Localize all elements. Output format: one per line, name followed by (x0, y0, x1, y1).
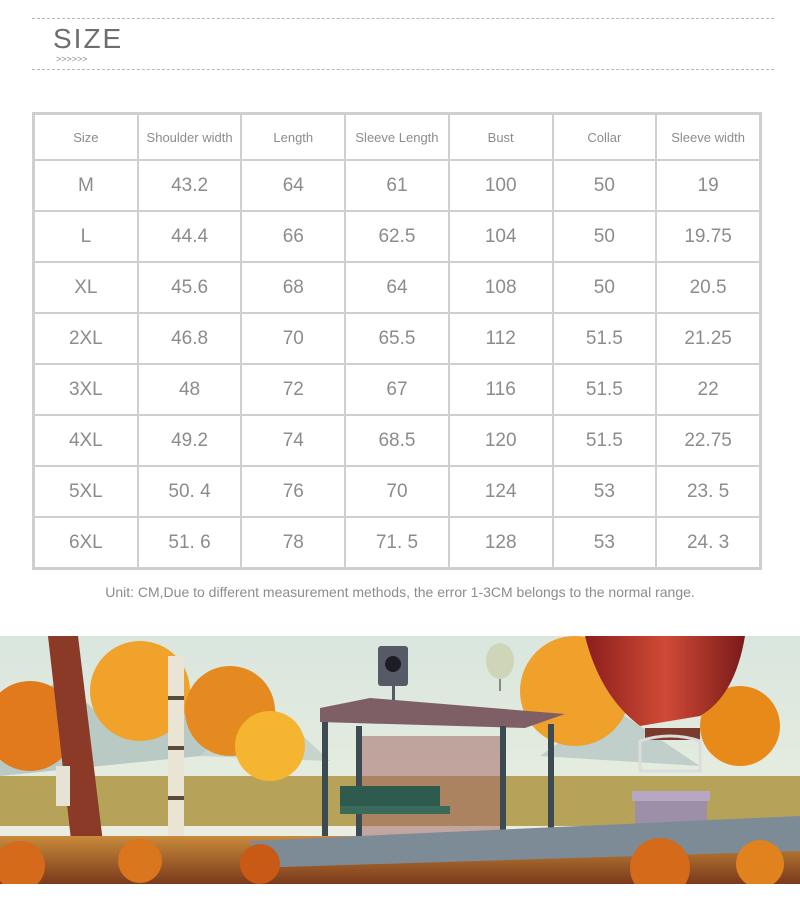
arrow-decoration: >>>>>> (56, 54, 88, 64)
column-header: Collar (553, 114, 657, 160)
table-cell: 51.5 (553, 313, 657, 364)
top-dashed-divider (32, 18, 774, 19)
table-cell: 104 (449, 211, 553, 262)
table-cell: 5XL (34, 466, 138, 517)
table-row (34, 415, 760, 466)
table-cell: 50 (553, 262, 657, 313)
table-cell: 64 (241, 160, 345, 211)
table-row (34, 211, 760, 262)
column-header: Shoulder width (138, 114, 242, 160)
table-cell: 112 (449, 313, 553, 364)
column-header: Bust (449, 114, 553, 160)
table-cell: 2XL (34, 313, 138, 364)
table-cell: 22.75 (656, 415, 760, 466)
table-cell: L (34, 211, 138, 262)
table-cell: XL (34, 262, 138, 313)
autumn-bus-stop-illustration (0, 636, 800, 884)
table-cell: 48 (138, 364, 242, 415)
section-title: SIZE (53, 23, 124, 54)
table-cell: 4XL (34, 415, 138, 466)
bottom-dashed-divider (32, 69, 774, 70)
table-cell: 3XL (34, 364, 138, 415)
table-cell: 49.2 (138, 415, 242, 466)
illustration-svg (0, 636, 800, 884)
table-cell: 46.8 (138, 313, 242, 364)
table-row (34, 313, 760, 364)
table-cell: 74 (241, 415, 345, 466)
table-cell: 108 (449, 262, 553, 313)
table-cell: 64 (345, 262, 449, 313)
table-cell: 43.2 (138, 160, 242, 211)
table-cell: 44.4 (138, 211, 242, 262)
table-cell: 53 (553, 517, 657, 568)
table-cell: 66 (241, 211, 345, 262)
column-header: Sleeve Length (345, 114, 449, 160)
table-cell: 70 (241, 313, 345, 364)
table-cell: M (34, 160, 138, 211)
column-header: Length (241, 114, 345, 160)
table-cell: 50 (553, 211, 657, 262)
table-cell: 120 (449, 415, 553, 466)
table-cell: 51.5 (553, 415, 657, 466)
table-cell: 72 (241, 364, 345, 415)
table-cell: 68 (241, 262, 345, 313)
table-cell: 71. 5 (345, 517, 449, 568)
table-row (34, 517, 760, 568)
unit-footnote: Unit: CM,Due to different measurement methods, the error 1-3CM belongs to the normal range. (105, 584, 695, 600)
table-cell: 51.5 (553, 364, 657, 415)
table-cell: 67 (345, 364, 449, 415)
table-row (34, 364, 760, 415)
table-cell: 78 (241, 517, 345, 568)
table-cell: 62.5 (345, 211, 449, 262)
table-cell: 20.5 (656, 262, 760, 313)
column-header: Size (34, 114, 138, 160)
table-cell: 68.5 (345, 415, 449, 466)
table-cell: 51. 6 (138, 517, 242, 568)
table-row (34, 160, 760, 211)
table-cell: 50 (553, 160, 657, 211)
table-cell: 53 (553, 466, 657, 517)
table-cell: 76 (241, 466, 345, 517)
table-row (34, 262, 760, 313)
bottom-whitespace (0, 884, 800, 905)
size-header (0, 0, 800, 100)
table-row (34, 466, 760, 517)
size-chart-table (32, 112, 762, 570)
table-cell: 22 (656, 364, 760, 415)
table-cell: 65.5 (345, 313, 449, 364)
table-cell: 19.75 (656, 211, 760, 262)
table-cell: 61 (345, 160, 449, 211)
table-cell: 124 (449, 466, 553, 517)
table-cell: 19 (656, 160, 760, 211)
column-header: Sleeve width (656, 114, 760, 160)
table-cell: 21.25 (656, 313, 760, 364)
table-cell: 24. 3 (656, 517, 760, 568)
table-cell: 70 (345, 466, 449, 517)
table-cell: 45.6 (138, 262, 242, 313)
table-cell: 6XL (34, 517, 138, 568)
table-cell: 116 (449, 364, 553, 415)
table-cell: 50. 4 (138, 466, 242, 517)
table-cell: 128 (449, 517, 553, 568)
table-header-row (34, 114, 760, 160)
table-cell: 100 (449, 160, 553, 211)
table-cell: 23. 5 (656, 466, 760, 517)
